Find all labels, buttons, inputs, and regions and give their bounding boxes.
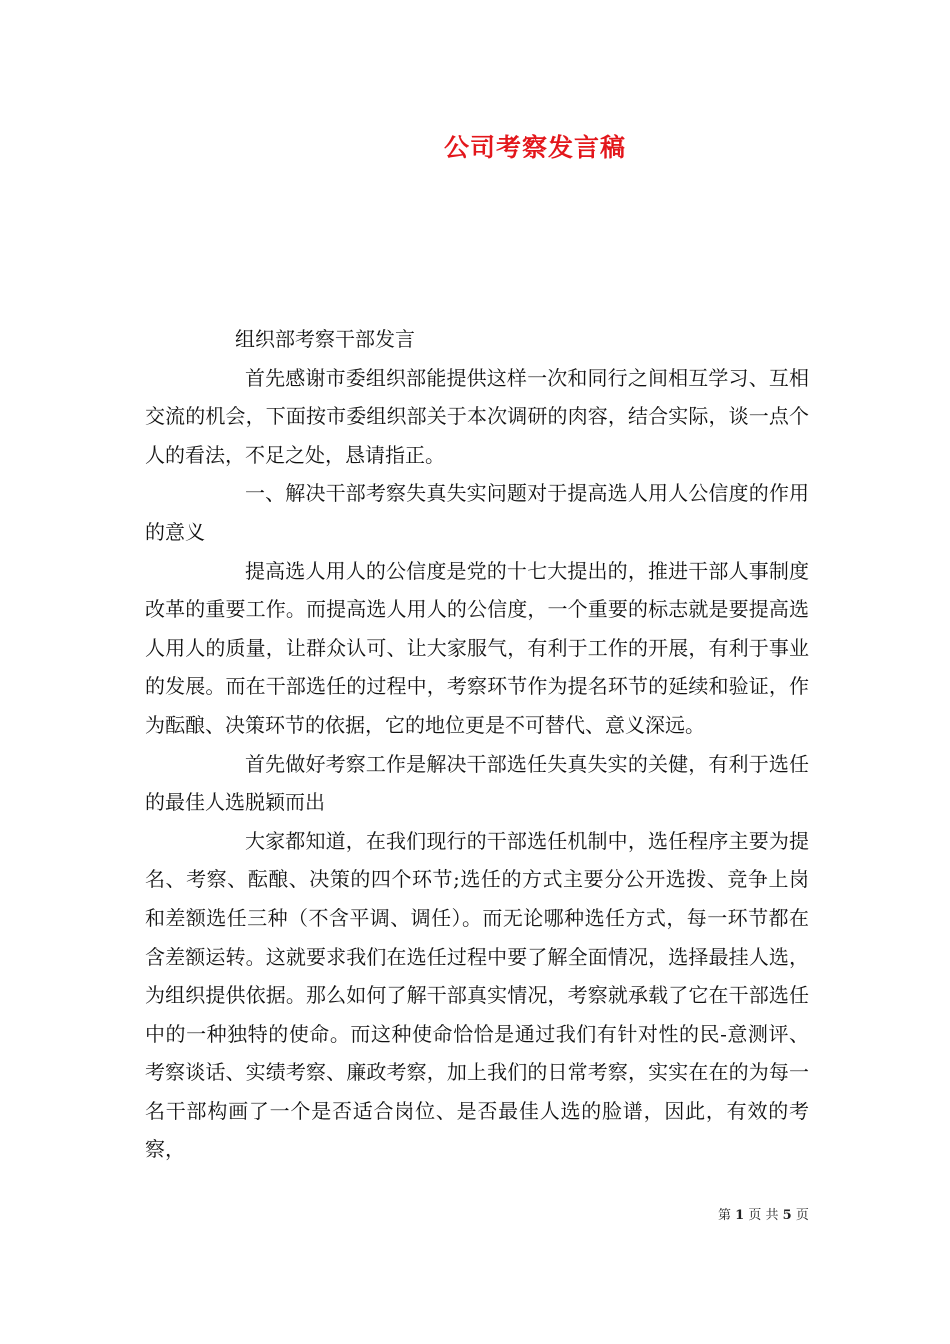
footer-page-number: 1 [735,1208,745,1223]
footer-prefix: 第 [718,1208,732,1223]
document-title: 公司考察发言稿 [443,133,626,162]
paragraph-2: 一、解决干部考察失真失实问题对于提高选人用人公信度的作用的意义 [145,481,809,544]
subtitle: 组织部考察干部发言 [235,327,415,351]
document-body [145,320,809,1169]
paragraph-4: 首先做好考察工作是解决干部选任失真失实的关健，有利于选任的最佳人选脱颖而出 [145,751,809,815]
footer-suffix: 页 [795,1208,809,1223]
footer-middle: 页 共 [748,1208,779,1223]
page-footer [718,1204,809,1223]
paragraph-5: 大家都知道，在我们现行的干部选任机制中，选任程序主要为提名、考察、酝酿、决策的四个环节;选任的方式主要分公开选拨、竞争上岗和差额选任三种（不含平调、调任）。而无论哪种选任方式，每一环节都在含差额运转。这就要求我们在选任过程中要了解全面情况，选择最挂人选，为组织提供依据。那么如何了解干部真实情况，考察就承载了它在干部选任中的一种独特的使命。而这种使命恰恰是通过我们有针对性的民-意测评、考察谈话、实绩考察、廉政考察，加上我们的日常考察，实实在在的为每一名干部构画了一个是否适合岗位、是否最佳人选的脸谱，因此，有效的考察， [145,828,809,1162]
footer-total-pages: 5 [782,1208,792,1223]
paragraph-3: 提高选人用人的公信度是党的十七大提出的，推进干部人事制度改革的重要工作。而提高选人用人的公信度，一个重要的标志就是要提高选人用人的质量，让群众认可、让大家服气，有利于工作的开展，有利于事业的发展。而在干部选任的过程中，考察环节作为提名环节的延续和验证，作为酝酿、决策环节的依据，它的地位更是不可替代、意义深远。 [145,558,809,737]
paragraph-1: 首先感谢市委组织部能提供这样一次和同行之间相互学习、互相交流的机会，下面按市委组织部关于本次调研的肉容，结合实际，谈一点个人的看法，不足之处，恳请指正。 [145,365,809,467]
